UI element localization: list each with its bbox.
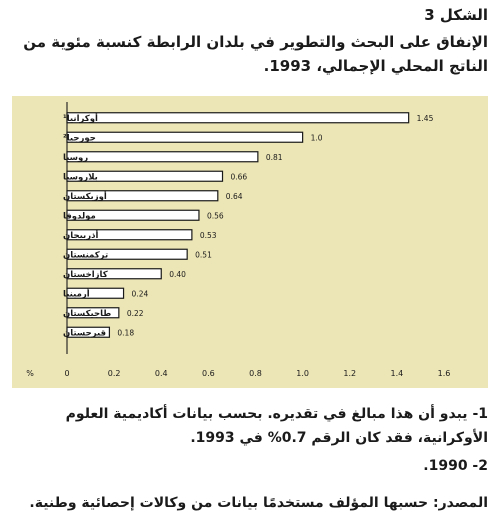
- bar: [67, 132, 303, 142]
- x-unit-label: %: [26, 369, 34, 378]
- bar: [67, 152, 258, 162]
- chart-panel: [12, 96, 488, 388]
- bar: [67, 113, 409, 123]
- category-label: أوزبكستان: [63, 191, 107, 202]
- category-label: كازاخستان: [63, 269, 108, 280]
- x-tick-label: 0.4: [154, 369, 168, 378]
- category-label: بلاروسيا: [63, 172, 98, 183]
- value-label: 1.45: [416, 113, 434, 123]
- category-label: طاجيكستان: [63, 308, 112, 319]
- footnote-1: 1- يبدو أن هذا مبالغ في تقديره. بحسب بيانات أكاديمية العلوم الأوكرانية، فقد كان الرقم 0.7% في 1993.: [65, 406, 488, 446]
- x-tick-label: 0.8: [249, 369, 262, 378]
- source-note: المصدر: حسبها المؤلف مستخدمًا بيانات من وكالات إحصائية وطنية.: [29, 495, 488, 511]
- x-tick-label: 1.0: [296, 369, 309, 378]
- category-label: أذربيجان: [63, 230, 99, 241]
- category-label: مولدوفا: [63, 211, 96, 222]
- x-tick-label: 1.2: [343, 369, 357, 378]
- value-label: 0.64: [225, 191, 243, 201]
- bar-chart: [12, 96, 488, 388]
- value-label: 0.51: [195, 250, 212, 260]
- figure-label: الشكل 3: [424, 6, 488, 24]
- category-label: جورجيا²: [63, 133, 96, 144]
- value-label: 0.53: [199, 230, 217, 240]
- value-label: 0.24: [131, 289, 149, 299]
- value-label: 0.56: [206, 211, 224, 221]
- x-tick-label: 1.6: [437, 369, 451, 378]
- x-tick-label: 0.2: [107, 369, 121, 378]
- category-label: أوكرانيا¹: [63, 113, 98, 124]
- x-tick-label: 1.4: [390, 369, 404, 378]
- category-label: تركمنستان: [63, 250, 109, 261]
- category-label: قيرجستان: [63, 328, 107, 339]
- category-label: روسيا: [63, 152, 89, 163]
- value-label: 0.18: [117, 328, 135, 338]
- value-label: 0.66: [230, 172, 248, 182]
- category-label: أرمينيا: [63, 289, 90, 300]
- figure-title: الإنفاق على البحث والتطوير في بلدان الرابطة كنسبة مئوية من الناتج المحلي الإجمالي، 1993.: [23, 33, 488, 75]
- value-label: 1.0: [310, 133, 323, 143]
- value-label: 0.40: [169, 269, 186, 279]
- footnote-2: 2- 1990.: [423, 458, 488, 474]
- value-label: 0.22: [126, 308, 144, 318]
- value-label: 0.81: [265, 152, 283, 162]
- x-tick-label: 0.6: [202, 369, 215, 378]
- x-tick-label: 0: [64, 369, 70, 378]
